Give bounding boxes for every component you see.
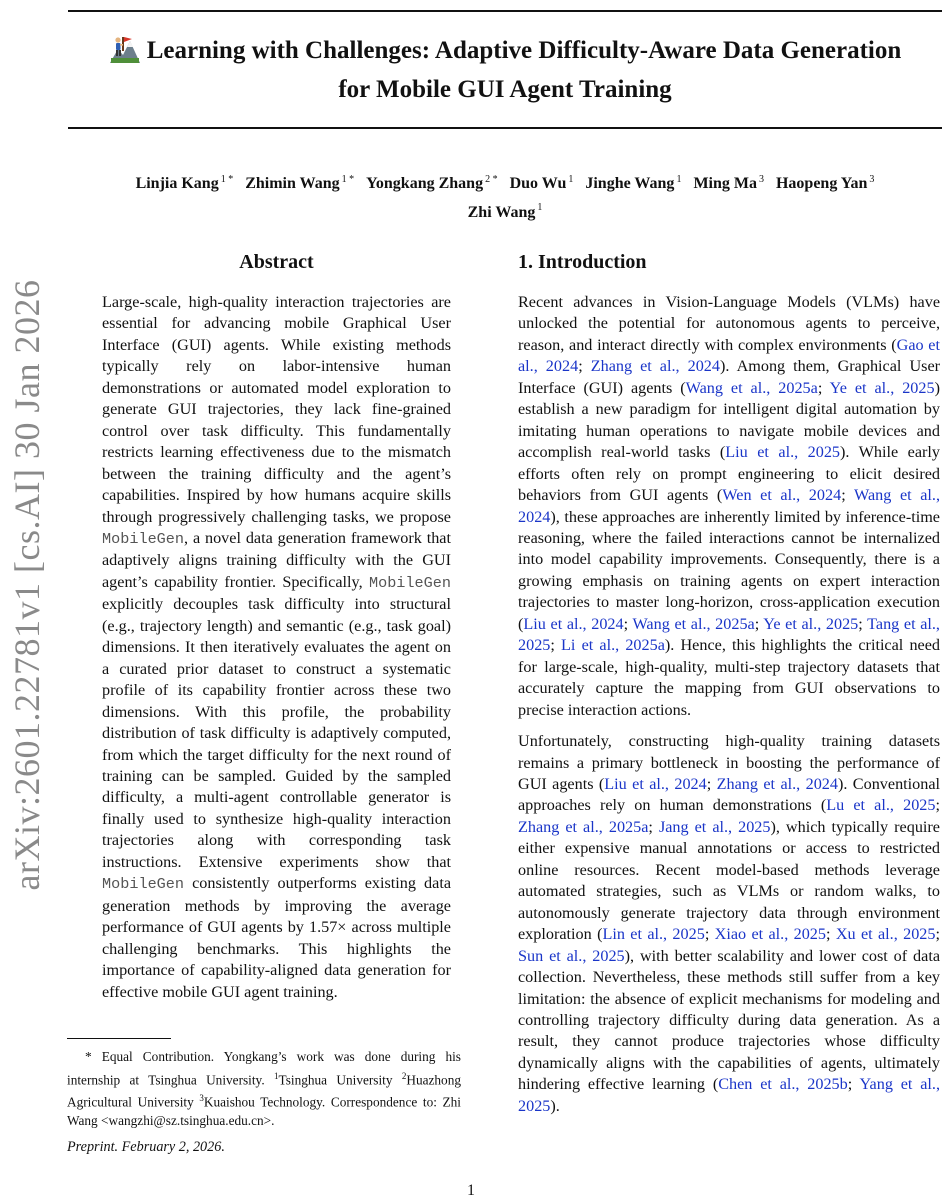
body-text: ). Among them, Graphical User Interface (GUI) agents (: [518, 357, 941, 397]
body-text: ). Hence, this highlights the critical need for large-scale, high-quality, multi-step trajectory datasets that accurately capture the mapping from GUI observations to precise interaction actions.: [518, 636, 941, 719]
body-text: ;: [841, 486, 854, 505]
title-top-rule: [68, 10, 942, 12]
citation-link[interactable]: Jang et al., 2025: [658, 817, 771, 836]
body-text: ;: [648, 817, 659, 836]
citation-link[interactable]: Zhang et al., 2025a: [518, 817, 649, 836]
citation-link[interactable]: Lu et al., 2025: [826, 796, 936, 815]
author: Zhi Wang $^1$: [467, 202, 543, 221]
citation-link[interactable]: Zhang et al., 2024: [716, 774, 838, 793]
author: Haopeng Yan $^3$: [775, 174, 875, 193]
citation-link[interactable]: Sun et al., 2025: [518, 946, 625, 965]
introduction-section: [518, 248, 940, 1117]
body-text: ;: [550, 636, 562, 655]
citation-link[interactable]: Yang et al., 2025: [518, 1075, 940, 1115]
citation-link[interactable]: Wang et al., 2025a: [632, 614, 755, 633]
citation-link[interactable]: Ye et al., 2025: [829, 378, 935, 397]
body-text: ;: [817, 378, 830, 397]
body-text: ;: [826, 925, 836, 944]
body-text: ;: [935, 925, 940, 944]
citation-link[interactable]: Lin et al., 2025: [602, 925, 705, 944]
citation-link[interactable]: Li et al., 2025a: [561, 636, 665, 655]
title-bottom-rule: [68, 127, 942, 129]
title-text-1: Learning with Challenges: Adaptive Difficulty-Aware Data Generation: [146, 37, 902, 64]
author: Linjia Kang $^{1 *}$: [135, 174, 234, 193]
body-text: Recent advances in Vision-Language Models (VLMs) have unlocked the potential for autonomous agents to perceive, reason, and interact directly with complex environments (: [518, 293, 940, 354]
title-line-2: for Mobile GUI Agent Training: [338, 76, 672, 103]
citation-link[interactable]: Tang et al., 2025: [518, 614, 940, 655]
abstract-text: Large-scale, high-quality interaction trajectories are essential for advancing mobile Graphical User Interface (GUI) agents. While existing methods typically rely on labor-intensive human demonstrations or automated model exploration to generate GUI trajectories, they lack fine-grained control over task difficulty. This fundamentally restricts learning effectiveness due to the mismatch between the training difficulty and the agent’s capabilities. Inspired by how humans acquire skills through progressively challenging tasks, we propose MobileGen, a novel data generation framework that adaptively aligns training difficulty with the GUI agent’s capability frontier. Specifically, MobileGen explicitly decouples task difficulty into structural (e.g., trajectory length) and semantic (e.g., task goal) dimensions. It then iteratively evaluates the agent on a curated prior dataset to construct a systematic profile of its capability frontier across these two dimensions. With this profile, the probability distribution of task difficulty is adaptively computed, from which the target difficulty for the next round of training can be sampled. Guided by the sampled difficulty, a multi-agent controllable generator is finally used to synthesize high-quality interaction trajectories along with corresponding task instructions. Extensive experiments show that MobileGen consistently outperforms existing data generation methods by improving the average performance of GUI agents by 1.57× across multiple challenging benchmarks. This highlights the importance of capability-aligned data generation for effective mobile GUI agent training.: [102, 293, 451, 1001]
body-text: ), these approaches are inherently limited by inference-time reasoning, where the failed interactions cannot be internalized into model capability improvements. Consequently, there is a growing emphasis on training agents on expert interaction trajectories to master long-horizon, cross-application execution (: [518, 507, 940, 633]
body-text: ). Conventional approaches rely on human demonstrations (: [518, 774, 941, 815]
introduction-heading: 1. Introduction: [518, 251, 647, 273]
title-line-1: [68, 34, 942, 73]
citation-link[interactable]: Wang et al., 2024: [518, 486, 941, 526]
body-text: ).: [550, 1096, 560, 1115]
body-text: Unfortunately, constructing high-quality training datasets remains a primary bottleneck in boosting the performance of GUI agents (: [518, 732, 940, 793]
abstract-heading: Abstract: [239, 251, 314, 273]
citation-link[interactable]: Ye et al., 2025: [763, 614, 859, 633]
author: Duo Wu $^1$: [509, 174, 574, 193]
body-text: ;: [858, 614, 868, 633]
citation-link[interactable]: Chen et al., 2025b: [718, 1075, 848, 1094]
body-text: ;: [935, 796, 940, 815]
arxiv-stamp: [4, 279, 50, 891]
paper-title: [68, 34, 942, 106]
arxiv-identifier: arXiv:2601.22781v1 [cs.AI] 30 Jan 2026: [7, 279, 47, 891]
author: Yongkang Zhang $^{2 *}$: [366, 174, 498, 193]
body-text: ;: [623, 614, 633, 633]
citation-link[interactable]: Liu et al., 2025: [725, 443, 841, 462]
footnote-rule: [67, 1038, 171, 1039]
author: Jinghe Wang $^1$: [585, 174, 682, 193]
citation-link[interactable]: Xu et al., 2025: [835, 925, 936, 944]
citation-link[interactable]: Wen et al., 2024: [722, 486, 842, 505]
citation-link[interactable]: Xiao et al., 2025: [714, 925, 826, 944]
citation-link[interactable]: Gao et al., 2024: [518, 335, 940, 376]
intro-paragraph-2: [518, 731, 940, 1117]
body-text: ;: [704, 925, 715, 944]
body-text: ), with better scalability and lower cost of data collection. Nevertheless, these methods still suffer from a key limitation: the absence of explicit mechanisms for modeling and controlling trajectory difficulty during data generation. As a result, they cannot produce trajectories whose difficulty dynamically aligns with the capabilities of agents, ultimately hindering effective learning (: [518, 946, 940, 1094]
body-text: ), which typically require either expensive manual annotations or access to restricted online resources. Recent model-based methods leverage automated strategies, such as VLMs or random walks, to autonomously generate trajectory data through environment exploration (: [518, 817, 940, 944]
citation-link[interactable]: Liu et al., 2024: [523, 614, 624, 633]
citation-link[interactable]: Wang et al., 2025a: [685, 378, 818, 397]
body-text: ) establish a new paradigm for intelligent digital automation by imitating human operations to navigate mobile devices and accomplish real-world tasks (: [518, 378, 940, 462]
author: Zhimin Wang $^{1 *}$: [245, 174, 355, 193]
citation-link[interactable]: Liu et al., 2024: [604, 774, 707, 793]
intro-paragraph-1: [518, 292, 940, 721]
citation-link[interactable]: Zhang et al., 2024: [590, 357, 720, 376]
body-text: ;: [706, 774, 717, 793]
method-name: MobileGen: [102, 875, 185, 894]
method-name: MobileGen: [368, 573, 451, 592]
abstract-section: [102, 248, 451, 1003]
body-text: ;: [847, 1075, 860, 1094]
body-text: ;: [754, 614, 764, 633]
body-text: ;: [578, 357, 591, 376]
author: Ming Ma $^3$: [693, 174, 764, 193]
body-text: ). While early efforts often rely on prompt engineering to elicit desired behaviors from GUI agents (: [518, 443, 940, 505]
page-number: 1: [467, 1182, 475, 1199]
mountain-climber-icon: [109, 34, 141, 73]
footnote: * Equal Contribution. Yongkang’s work was done during his internship at Tsinghua University. $^1$Tsinghua University $^2$Huazhong Agricultural University $^3$Kuaishou Technology. Correspondence to: Zhi Wang <wangzhi@sz.tsinghua.edu.cn>.: [67, 1049, 461, 1129]
method-name: MobileGen: [102, 529, 185, 548]
author-list: [68, 168, 942, 225]
preprint-date: Preprint. February 2, 2026.: [67, 1139, 225, 1155]
